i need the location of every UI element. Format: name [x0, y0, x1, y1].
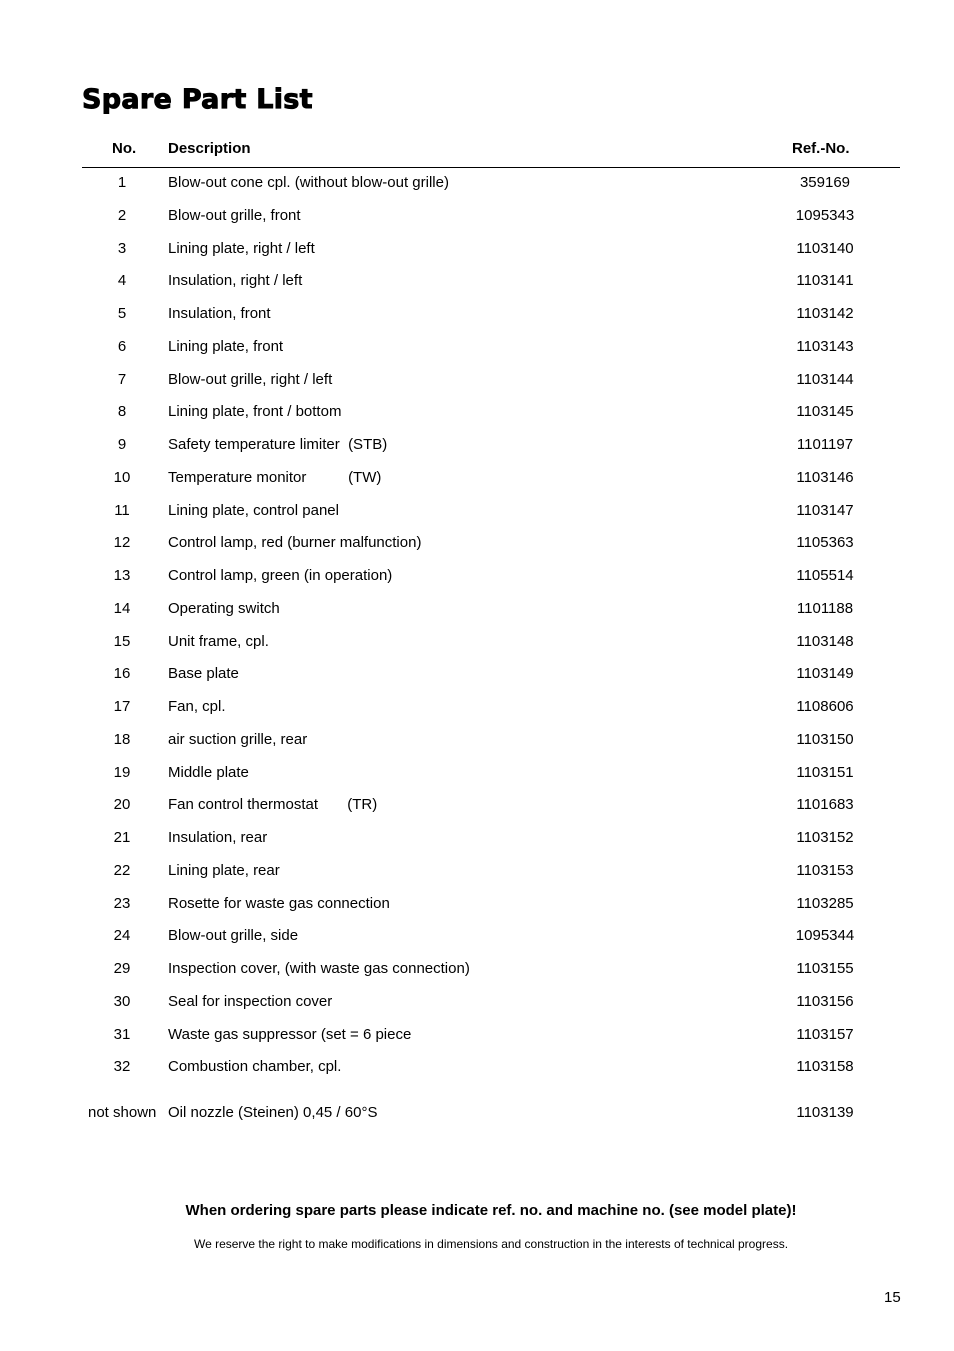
item-ref-number: 1103153: [796, 861, 854, 879]
table-row: [0, 631, 954, 664]
item-number: 14: [113, 599, 131, 617]
item-description: Insulation, front: [168, 305, 271, 322]
item-description: Blow-out grille, front: [168, 206, 301, 224]
item-number: 18: [113, 730, 131, 748]
item-description: Middle plate: [168, 763, 249, 781]
table-row: [0, 238, 954, 271]
table-row: [0, 827, 954, 860]
item-description: Fan, cpl.: [168, 698, 226, 715]
item-number: 5: [117, 305, 127, 322]
item-description: Control lamp, red (burner malfunction): [168, 534, 422, 552]
item-number: 16: [113, 665, 131, 683]
item-description: Operating switch: [168, 599, 280, 617]
table-row: [0, 565, 954, 598]
table-row-not-shown: [0, 1104, 954, 1128]
item-ref-number: 1103285: [796, 894, 854, 912]
column-header-ref: Ref.-No.: [792, 140, 850, 157]
table-row: [0, 958, 954, 991]
item-number: 22: [113, 861, 131, 879]
item-ref-number: 1103145: [796, 403, 854, 421]
table-row: [0, 663, 954, 696]
item-number: 32: [113, 1058, 131, 1076]
item-description: Lining plate, control panel: [168, 501, 339, 519]
item-ref-number: 1103143: [796, 337, 854, 355]
item-ref-number: 1101188: [796, 599, 854, 617]
item-ref-number: 1095343: [795, 206, 855, 224]
item-description: Base plate: [168, 665, 239, 683]
table-row: [0, 925, 954, 958]
table-row: [0, 1024, 954, 1057]
item-ref-number: 1103151: [796, 763, 854, 781]
item-description: Safety temperature limiter (STB): [168, 436, 388, 453]
item-ref-number: 1103144: [796, 370, 854, 388]
item-number: 15: [113, 632, 131, 650]
item-description: Insulation, right / left: [168, 272, 303, 290]
item-ref-number: 1103150: [796, 730, 854, 748]
table-row: [0, 303, 954, 336]
disclaimer-note: We reserve the right to make modifications in dimensions and construction in the interests of technical progress.: [193, 1237, 789, 1251]
item-ref-number: 1103148: [796, 632, 854, 650]
page-number: 15: [884, 1289, 901, 1306]
item-number: 30: [113, 992, 131, 1010]
item-description: Combustion chamber, cpl.: [168, 1058, 342, 1076]
item-number: 11: [114, 501, 130, 519]
item-number: 3: [117, 239, 127, 257]
item-number: 20: [113, 796, 131, 814]
table-row: [0, 598, 954, 631]
item-ref-number: 359169: [799, 174, 851, 191]
table-row: [0, 172, 954, 205]
parts-table: [0, 172, 954, 1089]
table-row: [0, 696, 954, 729]
table-row: [0, 369, 954, 402]
item-description: Lining plate, right / left: [168, 239, 315, 257]
item-number: 19: [113, 763, 131, 781]
item-number: 31: [113, 1025, 131, 1043]
item-description: air suction grille, rear: [168, 730, 308, 748]
item-ref-number: 1103149: [796, 665, 854, 683]
table-row: [0, 729, 954, 762]
item-description: Lining plate, rear: [168, 861, 280, 879]
item-number: 12: [113, 534, 131, 552]
item-description: Seal for inspection cover: [168, 992, 333, 1010]
item-description: Insulation, rear: [168, 829, 268, 846]
item-description: Lining plate, front / bottom: [168, 403, 342, 421]
item-description: Fan control thermostat (TR): [168, 796, 378, 814]
item-ref-number: 1103139: [796, 1104, 854, 1121]
item-description: Rosette for waste gas connection: [168, 894, 390, 912]
table-row: [0, 762, 954, 795]
column-header-no: No.: [112, 140, 137, 157]
item-number: 9: [117, 436, 127, 453]
item-number: not shown: [88, 1104, 157, 1121]
column-header-description: Description: [168, 140, 251, 157]
table-row: [0, 205, 954, 238]
table-row: [0, 336, 954, 369]
item-ref-number: 1103141: [796, 272, 854, 290]
table-row: [0, 532, 954, 565]
item-ref-number: 1103156: [796, 992, 854, 1010]
header-divider: [82, 167, 900, 168]
item-description: Temperature monitor (TW): [168, 468, 382, 486]
item-ref-number: 1101683: [796, 796, 854, 814]
ordering-note: When ordering spare parts please indicate ref. no. and machine no. (see model plate)!: [185, 1202, 797, 1219]
page-title: Spare Part List: [82, 84, 313, 115]
item-ref-number: 1103157: [796, 1025, 854, 1043]
item-ref-number: 1103140: [796, 239, 854, 257]
item-description: Blow-out grille, side: [168, 927, 299, 945]
item-description: Control lamp, green (in operation): [168, 567, 393, 584]
item-number: 17: [113, 698, 131, 715]
item-description: Waste gas suppressor (set = 6 piece: [168, 1025, 412, 1043]
item-description: Blow-out grille, right / left: [168, 370, 333, 388]
item-number: 2: [117, 206, 127, 224]
table-row: [0, 500, 954, 533]
item-number: 4: [117, 272, 127, 290]
item-number: 10: [113, 468, 131, 486]
item-description: Inspection cover, (with waste gas connection): [168, 960, 470, 977]
table-row: [0, 1056, 954, 1089]
item-ref-number: 1108606: [796, 698, 854, 715]
table-row: [0, 467, 954, 500]
item-number: 29: [113, 960, 131, 977]
item-ref-number: 1105363: [796, 534, 854, 552]
item-description: Oil nozzle (Steinen) 0,45 / 60°S: [168, 1104, 378, 1121]
item-ref-number: 1103158: [796, 1058, 854, 1076]
item-number: 21: [113, 829, 131, 846]
item-number: 24: [113, 927, 131, 945]
item-number: 13: [113, 567, 131, 584]
item-ref-number: 1103155: [796, 960, 854, 977]
item-number: 6: [117, 337, 127, 355]
table-row: [0, 893, 954, 926]
item-ref-number: 1101197: [796, 436, 854, 453]
table-row: [0, 860, 954, 893]
table-row: [0, 434, 954, 467]
item-number: 23: [113, 894, 131, 912]
item-description: Lining plate, front: [168, 337, 284, 355]
item-ref-number: 1103142: [796, 305, 854, 322]
table-row: [0, 401, 954, 434]
item-number: 1: [117, 174, 127, 191]
item-ref-number: 1103147: [796, 501, 854, 519]
item-description: Blow-out cone cpl. (without blow-out grille): [168, 174, 449, 191]
item-ref-number: 1103152: [796, 829, 854, 846]
item-number: 7: [117, 370, 127, 388]
item-description: Unit frame, cpl.: [168, 632, 269, 650]
item-ref-number: 1103146: [796, 468, 854, 486]
table-row: [0, 794, 954, 827]
table-row: [0, 270, 954, 303]
table-row: [0, 991, 954, 1024]
item-ref-number: 1105514: [796, 567, 854, 584]
item-ref-number: 1095344: [795, 927, 855, 945]
item-number: 8: [117, 403, 127, 421]
